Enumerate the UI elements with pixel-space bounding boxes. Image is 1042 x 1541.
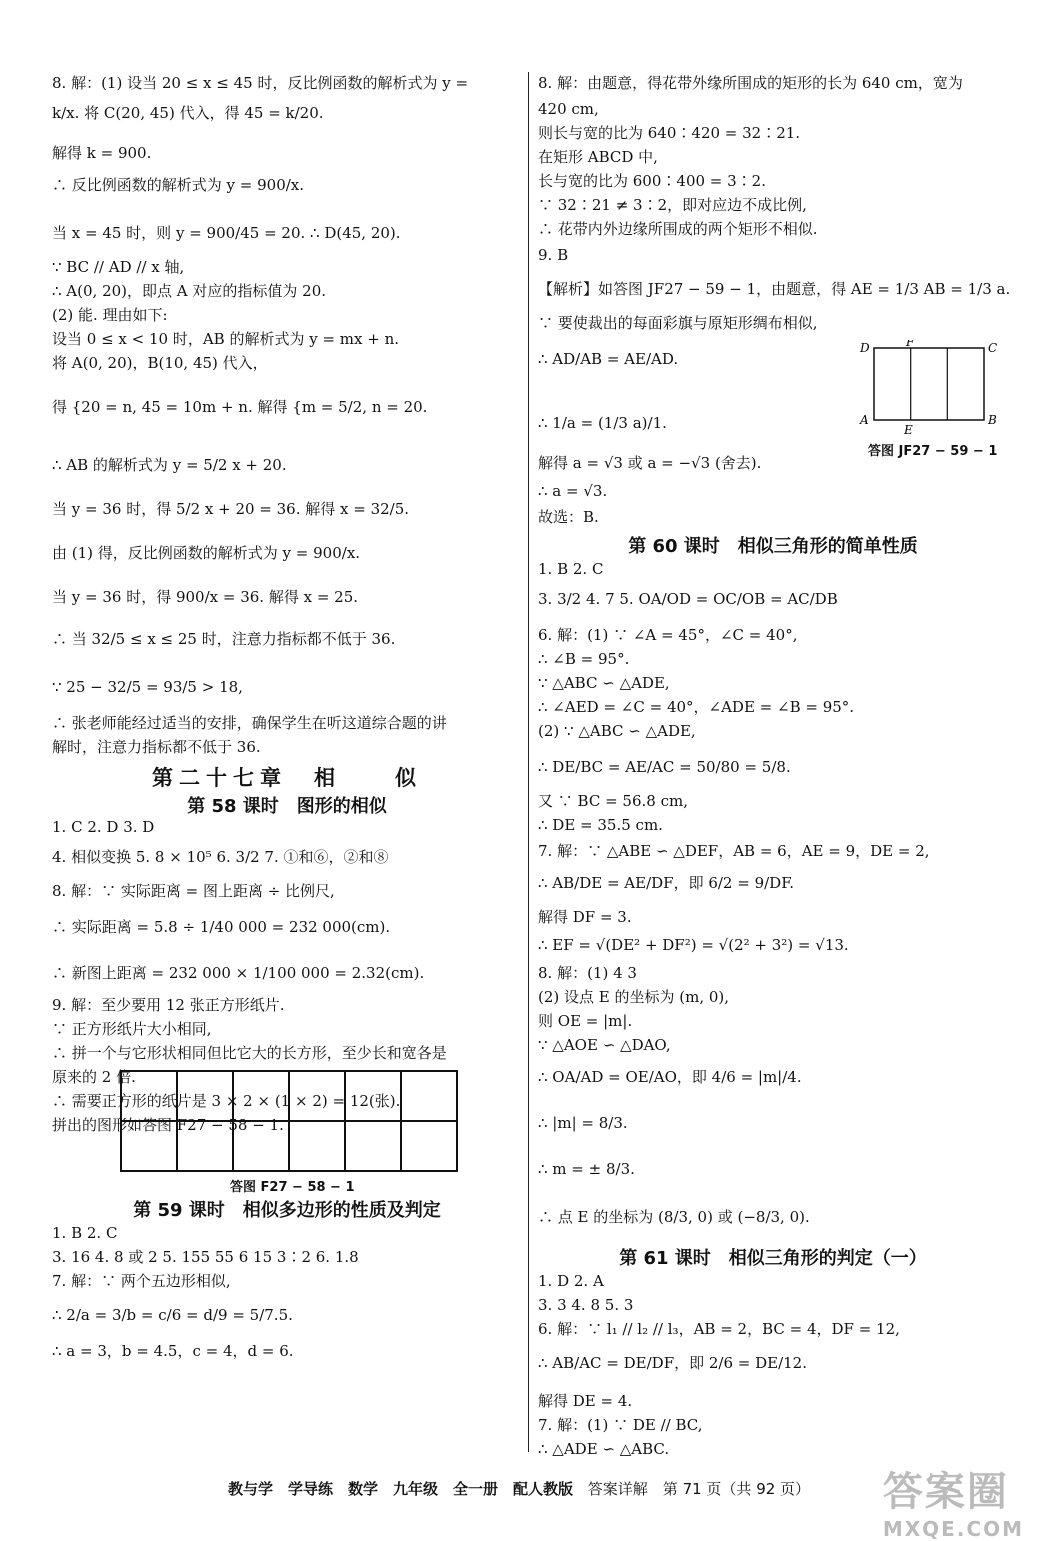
- text-line: 3. 3/2 4. 7 5. OA/OD = OC/OB = AC/DB: [538, 590, 838, 608]
- watermark: [883, 1460, 1024, 1541]
- text-line: ∴ 张老师能经过适当的安排，确保学生在听这道综合题的讲: [52, 714, 447, 732]
- watermark-url: MXQE.COM: [882, 1517, 1024, 1541]
- lesson-title: 第 60 课时 相似三角形的简单性质: [628, 536, 918, 557]
- grid-cell: [289, 1121, 345, 1171]
- text-line: 当 y = 36 时，得 900/x = 36. 解得 x = 25.: [52, 588, 359, 606]
- text-line: 由 (1) 得，反比例函数的解析式为 y = 900/x.: [52, 544, 361, 562]
- text-line: ∴ a = √3.: [538, 482, 608, 500]
- text-line: (2) 能. 理由如下:: [52, 306, 168, 324]
- text-line: 则长与宽的比为 640∶420 = 32∶21.: [538, 124, 801, 142]
- text-line: ∴ ∠AED = ∠C = 40°，∠ADE = ∠B = 95°.: [538, 698, 855, 716]
- text-line: ∵ 要使裁出的每面彩旗与原矩形绸布相似,: [538, 314, 818, 332]
- text-line: 9. B: [538, 246, 569, 264]
- grid-cell: [345, 1071, 401, 1121]
- grid-cell: [401, 1121, 457, 1171]
- text-line: ∴ 花带内外边缘所围成的两个矩形不相似.: [538, 220, 818, 238]
- grid-cell: [121, 1121, 177, 1171]
- text-line: 8. 解：(1) 4 3: [538, 964, 637, 982]
- text-line: 解得 a = √3 或 a = −√3 (舍去).: [538, 454, 762, 472]
- text-line: 3. 3 4. 8 5. 3: [538, 1296, 634, 1314]
- text-line: ∴ ∠B = 95°.: [538, 650, 630, 668]
- footer-book-title: 教与学 学导练 数学 九年级 全一册 配人教版: [228, 1480, 574, 1498]
- text-line: 4. 相似变换 5. 8 × 10⁵ 6. 3/2 7. ①和⑥，②和⑧: [52, 848, 389, 866]
- text-line: 解得 k = 900.: [52, 144, 152, 162]
- text-line: (2) ∵ △ABC ∽ △ADE,: [538, 722, 696, 740]
- text-line: 8. 解：由题意，得花带外缘所围成的矩形的长为 640 cm，宽为: [538, 74, 963, 92]
- text-line: ∴ 1/a = (1/3 a)/1.: [538, 414, 667, 432]
- text-line: 8. 解：(1) 设当 20 ≤ x ≤ 45 时，反比例函数的解析式为 y =: [52, 74, 469, 92]
- text-line: ∴ AB/AC = DE/DF，即 2/6 = DE/12.: [538, 1354, 807, 1372]
- text-line: 设当 0 ≤ x < 10 时，AB 的解析式为 y = mx + n.: [52, 330, 400, 348]
- text-line: 1. B 2. C: [52, 1224, 118, 1242]
- text-line: ∴ 当 32/5 ≤ x ≤ 25 时，注意力指标都不低于 36.: [52, 630, 396, 648]
- text-line: (2) 设点 E 的坐标为 (m, 0),: [538, 988, 730, 1006]
- text-line: ∵ △ABC ∽ △ADE,: [538, 674, 670, 692]
- figure-59-drawing: [858, 340, 998, 450]
- text-line: 拼出的图形如答图 F27 − 58 − 1.: [52, 1116, 284, 1134]
- text-line: ∴ 需要正方形的纸片是 3 × 2 × (1 × 2) = 12(张).: [52, 1092, 401, 1110]
- footer-page-info: 答案详解 第 71 页（共 92 页）: [587, 1480, 811, 1498]
- text-line: ∴ 新图上距离 = 232 000 × 1/100 000 = 2.32(cm).: [52, 964, 425, 982]
- text-line: 又 ∵ BC = 56.8 cm,: [538, 792, 688, 810]
- text-line: 将 A(0, 20)，B(10, 45) 代入，: [52, 354, 268, 372]
- figure-59: [858, 340, 998, 459]
- text-line: 得 {20 = n, 45 = 10m + n. 解得 {m = 5/2, n = 20.: [52, 398, 428, 416]
- text-line: ∵ △AOE ∽ △DAO,: [538, 1036, 671, 1054]
- text-line: 6. 解：∵ l₁ // l₂ // l₃，AB = 2，BC = 4，DF = 12,: [538, 1320, 900, 1338]
- text-line: 7. 解：∵ △ABE ∽ △DEF，AB = 6，AE = 9，DE = 2,: [538, 842, 930, 860]
- point-label: F: [906, 340, 915, 349]
- text-line: ∵ 32∶21 ≠ 3∶2，即对应边不成比例,: [538, 196, 807, 214]
- grid-cell: [233, 1121, 289, 1171]
- text-line: 1. D 2. A: [538, 1272, 604, 1290]
- text-line: 【解析】如答图 JF27 − 59 − 1，由题意，得 AE = 1/3 AB = 1/3 a.: [538, 280, 1011, 298]
- text-line: 当 x = 45 时，则 y = 900/45 = 20. ∴ D(45, 20).: [52, 224, 401, 242]
- lesson-title: 第 61 课时 相似三角形的判定（一）: [619, 1248, 927, 1269]
- text-line: 解时，注意力指标都不低于 36.: [52, 738, 261, 756]
- point-label: C: [988, 341, 998, 355]
- text-line: ∴ A(0, 20)，即点 A 对应的指标值为 20.: [52, 282, 327, 300]
- lesson-title: 第 59 课时 相似多边形的性质及判定: [133, 1200, 441, 1221]
- grid-cell: [233, 1071, 289, 1121]
- text-line: ∴ AB/DE = AE/DF，即 6/2 = 9/DF.: [538, 874, 795, 892]
- text-line: 420 cm,: [538, 100, 599, 118]
- text-line: ∴ AB 的解析式为 y = 5/2 x + 20.: [52, 456, 287, 474]
- text-line: ∴ |m| = 8/3.: [538, 1114, 628, 1132]
- text-line: ∴ OA/AD = OE/AO，即 4/6 = |m|/4.: [538, 1068, 802, 1086]
- text-line: ∴ a = 3，b = 4.5，c = 4，d = 6.: [52, 1342, 294, 1360]
- text-line: ∴ 实际距离 = 5.8 ÷ 1/40 000 = 232 000(cm).: [52, 918, 391, 936]
- text-line: 1. C 2. D 3. D: [52, 818, 155, 836]
- text-line: 6. 解：(1) ∵ ∠A = 45°，∠C = 40°,: [538, 626, 798, 644]
- point-label: D: [860, 341, 870, 355]
- text-line: 9. 解：至少要用 12 张正方形纸片.: [52, 996, 285, 1014]
- text-line: 7. 解：∵ 两个五边形相似,: [52, 1272, 231, 1290]
- text-line: 3. 16 4. 8 或 2 5. 155 55 6 15 3∶2 6. 1.8: [52, 1248, 359, 1266]
- text-line: 原来的 2 倍.: [52, 1068, 136, 1086]
- grid-cell: [177, 1071, 233, 1121]
- text-line: 则 OE = |m|.: [538, 1012, 633, 1030]
- text-line: ∴ 点 E 的坐标为 (8/3, 0) 或 (−8/3, 0).: [538, 1208, 810, 1226]
- figure-58-caption: 答图 F27 − 58 − 1: [230, 1180, 355, 1195]
- text-line: 1. B 2. C: [538, 560, 604, 578]
- text-line: 解得 DF = 3.: [538, 908, 632, 926]
- grid-cell: [121, 1071, 177, 1121]
- chapter-title: 第二十七章 相 似: [152, 766, 422, 790]
- text-line: 在矩形 ABCD 中,: [538, 148, 658, 166]
- figure-59-caption: 答图 JF27 − 59 − 1: [868, 444, 998, 459]
- point-label: B: [988, 413, 997, 427]
- text-line: ∵ 正方形纸片大小相同,: [52, 1020, 212, 1038]
- column-divider: [528, 72, 529, 1452]
- text-line: ∴ EF = √(DE² + DF²) = √(2² + 3²) = √13.: [538, 936, 849, 954]
- text-line: ∴ m = ± 8/3.: [538, 1160, 635, 1178]
- text-line: 8. 解：∵ 实际距离 = 图上距离 ÷ 比例尺,: [52, 882, 335, 900]
- text-line: 解得 DE = 4.: [538, 1392, 633, 1410]
- point-label: E: [904, 423, 913, 437]
- text-line: ∴ DE/BC = AE/AC = 50/80 = 5/8.: [538, 758, 791, 776]
- text-line: ∵ 25 − 32/5 = 93/5 > 18,: [52, 678, 243, 696]
- text-line: ∴ 2/a = 3/b = c/6 = d/9 = 5/7.5.: [52, 1306, 293, 1324]
- grid-cell: [177, 1121, 233, 1171]
- text-line: ∴ 拼一个与它形状相同但比它大的长方形，至少长和宽各是: [52, 1044, 447, 1062]
- figure-58-grid: [120, 1070, 458, 1172]
- text-line: ∴ △ADE ∽ △ABC.: [538, 1440, 670, 1458]
- text-line: 当 y = 36 时，得 5/2 x + 20 = 36. 解得 x = 32/5.: [52, 500, 410, 518]
- lesson-title: 第 58 课时 图形的相似: [187, 796, 387, 817]
- text-line: ∴ AD/AB = AE/AD.: [538, 350, 679, 368]
- text-line: ∴ DE = 35.5 cm.: [538, 816, 663, 834]
- grid-cell: [289, 1071, 345, 1121]
- text-line: 7. 解：(1) ∵ DE // BC,: [538, 1416, 703, 1434]
- text-line: ∵ BC // AD // x 轴,: [52, 258, 185, 276]
- page-footer: [228, 1478, 810, 1499]
- grid-cell: [345, 1121, 401, 1171]
- text-line: 长与宽的比为 600∶400 = 3∶2.: [538, 172, 766, 190]
- watermark-logo: 答案圈: [882, 1469, 1009, 1515]
- grid-cell: [401, 1071, 457, 1121]
- point-label: A: [860, 413, 869, 427]
- text-line: k/x. 将 C(20, 45) 代入，得 45 = k/20.: [52, 104, 324, 122]
- text-line: ∴ 反比例函数的解析式为 y = 900/x.: [52, 176, 305, 194]
- text-line: 故选：B.: [538, 508, 599, 526]
